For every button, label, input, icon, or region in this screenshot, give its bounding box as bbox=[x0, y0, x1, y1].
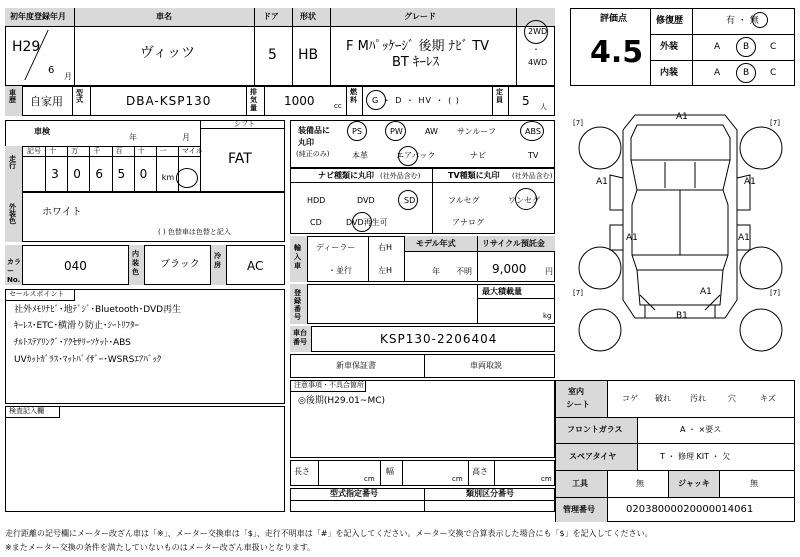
car-damage-diagram bbox=[565, 100, 795, 365]
divider bbox=[89, 146, 90, 192]
navi-sub: (社外品含む) bbox=[380, 172, 421, 180]
doors-value: 5 bbox=[268, 47, 277, 63]
divider bbox=[368, 236, 369, 282]
capacity-label: 定員 bbox=[496, 88, 503, 104]
tools-label: 工具 bbox=[572, 479, 588, 488]
mark-a1-left: A1 bbox=[596, 177, 608, 187]
size-box bbox=[290, 460, 555, 486]
class-no-label: 類別区分番号 bbox=[466, 489, 514, 498]
seat-label-1: 室内 bbox=[568, 387, 584, 396]
seat-opt-dirt: 汚れ bbox=[690, 394, 706, 403]
color-label: 外装色 bbox=[9, 203, 16, 225]
fuel-label: 燃料 bbox=[350, 88, 357, 104]
tire-rear-right bbox=[740, 247, 782, 289]
color-note: ( ) 色替車は色替と記入 bbox=[158, 228, 231, 236]
ac-value: AC bbox=[247, 259, 264, 273]
navi-dvd-play-circle bbox=[352, 212, 372, 232]
int-c: C bbox=[770, 68, 777, 78]
height-unit: cm bbox=[541, 475, 552, 483]
import-dealer: ディーラー bbox=[316, 243, 356, 252]
reg-year: H29 bbox=[12, 39, 41, 55]
sales-point-4: UVｶｯﾄｶﾞﾗｽ･ﾏｯﾄﾊﾞｲｻﾞｰ･WSRSｴｱﾊﾞｯｸ bbox=[14, 355, 162, 365]
shaken-month-unit: 月 bbox=[182, 133, 190, 142]
tv-fullseg: フルセグ bbox=[448, 196, 480, 205]
model-label: 型式 bbox=[76, 89, 83, 104]
tire-front-right bbox=[740, 127, 782, 169]
sales-point-1: 社外ﾒﾓﾘﾅﾋﾞ･地ﾃﾞｼﾞ･Bluetooth･DVD再生 bbox=[14, 305, 182, 315]
mileage-digit: 6 bbox=[95, 167, 104, 181]
equip-ps-circle bbox=[347, 121, 367, 141]
repair-circle bbox=[752, 12, 768, 28]
divider bbox=[5, 26, 555, 27]
tire-spare bbox=[579, 309, 621, 351]
windshield-value: A ・ ×要ス bbox=[680, 425, 722, 434]
tv-sub: (社外品含む) bbox=[512, 172, 553, 180]
divider bbox=[650, 8, 651, 86]
divider bbox=[200, 128, 285, 129]
length-unit: cm bbox=[364, 475, 375, 483]
max-load-label: 最大積載量 bbox=[482, 287, 522, 296]
mileage-digit: 0 bbox=[139, 167, 148, 181]
model-year-unit: 年 bbox=[432, 267, 440, 276]
shape-value: HB bbox=[298, 47, 319, 63]
divider bbox=[200, 120, 201, 192]
exterior-label: 外装 bbox=[660, 42, 679, 52]
color-value: ホワイト bbox=[42, 207, 82, 218]
usage-label: 車歴 bbox=[9, 89, 16, 104]
mileage-header: 千 bbox=[93, 147, 101, 155]
color-no-box bbox=[5, 245, 285, 285]
mileage-header: マイル bbox=[181, 147, 203, 155]
divider bbox=[90, 86, 91, 116]
divider bbox=[692, 8, 693, 86]
tire-label-fr: [7] bbox=[770, 119, 780, 127]
mileage-header: 記号 bbox=[27, 147, 41, 155]
divider bbox=[134, 146, 135, 192]
first-reg-label: 初年度登録年月 bbox=[10, 12, 66, 21]
equip-abs-circle bbox=[520, 121, 544, 141]
drive-4wd: 4WD bbox=[528, 58, 548, 67]
divider bbox=[330, 8, 331, 86]
shift-value: FAT bbox=[228, 151, 252, 167]
navi-dvd-play: DVD再生可 bbox=[346, 218, 388, 227]
import-left: 左H bbox=[378, 266, 393, 275]
displacement-value: 1000 bbox=[284, 94, 315, 108]
import-dealer-sub: ・並行 bbox=[328, 266, 352, 275]
divider bbox=[72, 86, 73, 116]
recycle-label: リサイクル預託金 bbox=[482, 239, 545, 248]
jack-label: ジャッキ bbox=[678, 479, 710, 488]
equip-navi: ナビ bbox=[470, 151, 486, 160]
equipment-label-2: 丸印 bbox=[298, 138, 314, 147]
control-value: 02038000020000014061 bbox=[626, 504, 754, 515]
shift-label: シフト bbox=[234, 120, 255, 128]
divider bbox=[346, 86, 347, 116]
seat-opt-scratch: キズ bbox=[760, 394, 776, 403]
equip-airbag: エアバック bbox=[396, 151, 436, 160]
displacement-label: 排気量 bbox=[250, 88, 257, 112]
equip-pw: PW bbox=[390, 127, 403, 136]
equipment-sub: (純正のみ) bbox=[296, 150, 330, 158]
model-year-label: モデル年式 bbox=[416, 239, 456, 248]
divider bbox=[402, 460, 403, 486]
chassis-value: KSP130-2206404 bbox=[380, 332, 498, 346]
equip-pw-circle bbox=[385, 121, 406, 141]
model-year-value: 不明 bbox=[456, 267, 472, 276]
control-label: 管理番号 bbox=[563, 505, 595, 514]
spare-label: スペアタイヤ bbox=[569, 452, 617, 461]
mileage-digit: 3 bbox=[51, 167, 59, 181]
jack-value: 無 bbox=[750, 479, 758, 488]
displacement-unit: cc bbox=[334, 102, 342, 110]
divider bbox=[424, 354, 425, 378]
score-label: 評価点 bbox=[600, 14, 628, 24]
width-unit: cm bbox=[452, 475, 463, 483]
warranty-box bbox=[290, 354, 555, 378]
vehicle-row bbox=[5, 86, 555, 116]
mileage-header: 一 bbox=[159, 147, 167, 155]
recycle-unit: 円 bbox=[545, 267, 553, 276]
divider bbox=[424, 488, 425, 512]
drive-2wd: 2WD bbox=[528, 27, 548, 36]
mark-a1-right: A1 bbox=[744, 177, 756, 187]
divider bbox=[508, 86, 509, 116]
divider bbox=[516, 8, 517, 86]
divider bbox=[468, 460, 469, 486]
shaken-label: 車検 bbox=[34, 127, 50, 136]
tire-front-left bbox=[579, 127, 621, 169]
max-load-unit: kg bbox=[543, 312, 552, 320]
divider bbox=[432, 168, 433, 234]
tv-analog: アナログ bbox=[452, 218, 484, 227]
equip-sunroof: サンルーフ bbox=[457, 127, 496, 136]
mark-b1-bumper: B1 bbox=[676, 311, 688, 321]
divider bbox=[362, 86, 363, 116]
divider bbox=[254, 8, 255, 86]
divider bbox=[246, 86, 247, 116]
grade-line2: BT ｷｰﾚｽ bbox=[392, 55, 439, 70]
fuel-options: G ・ D ・ HV ・ ( ) bbox=[372, 96, 460, 105]
grade-line1: F Mﾊﾟｯｹｰｼﾞ 後期 ﾅﾋﾞ TV bbox=[346, 39, 490, 54]
divider bbox=[74, 8, 75, 86]
shape-label: 形状 bbox=[300, 12, 316, 21]
color-no-label: カラーNo. bbox=[7, 258, 21, 284]
tire-label-rr: [7] bbox=[770, 289, 780, 297]
usage-value: 自家用 bbox=[30, 95, 63, 108]
drive-dot: ・ bbox=[532, 45, 540, 54]
car-manual: 車両取説 bbox=[470, 361, 502, 370]
equip-airbag-circle bbox=[398, 146, 418, 166]
ext-c: C bbox=[770, 42, 777, 52]
interior-color-label: 内装色 bbox=[132, 250, 139, 276]
navi-hdd: HDD bbox=[307, 196, 326, 205]
mileage-header: 百 bbox=[115, 147, 123, 155]
ext-circle bbox=[736, 37, 756, 57]
mileage-header: 十 bbox=[137, 147, 145, 155]
navi-sd: SD bbox=[404, 196, 416, 205]
equip-leather: 本革 bbox=[352, 151, 368, 160]
equip-aw: AW bbox=[425, 127, 438, 136]
mark-a1-rear-left: A1 bbox=[626, 233, 638, 243]
seat-opt-hole: 穴 bbox=[728, 394, 736, 403]
km-circle bbox=[176, 168, 198, 188]
divider bbox=[650, 60, 795, 61]
divider bbox=[290, 182, 555, 183]
seat-label-2: シート bbox=[566, 400, 590, 409]
equip-abs: ABS bbox=[525, 127, 541, 136]
mark-a1-rear-right: A1 bbox=[738, 233, 750, 243]
navi-cd: CD bbox=[310, 218, 322, 227]
capacity-unit: 人 bbox=[540, 103, 547, 111]
new-car-warranty: 新車保証書 bbox=[336, 361, 376, 370]
mileage-digit: 0 bbox=[73, 167, 81, 181]
equip-ps: PS bbox=[352, 127, 362, 136]
color-no-value: 040 bbox=[64, 259, 87, 273]
repair-label: 修復歴 bbox=[656, 16, 684, 26]
footer-note-2: ※またメーター交換の条件を満たしていないものはメーター改ざん車扱いとなります。 bbox=[5, 543, 316, 552]
mileage-label: 走行 bbox=[9, 155, 16, 170]
registration-label: 登録番号 bbox=[294, 289, 301, 321]
divider bbox=[45, 146, 46, 192]
mark-a1-trunk: A1 bbox=[700, 287, 712, 297]
navi-sd-circle bbox=[398, 190, 418, 210]
tire-rear-left bbox=[579, 247, 621, 289]
interior-label: 内装 bbox=[660, 68, 679, 78]
width-label: 幅 bbox=[386, 467, 394, 476]
height-label: 高さ bbox=[472, 467, 488, 476]
car-name: ヴィッツ bbox=[140, 45, 196, 61]
reg-month-unit: 月 bbox=[64, 72, 72, 81]
repair-options: 有 ・ 無 bbox=[726, 16, 759, 26]
footer-note-1: 走行距離の記号欄にメーター改ざん車は「※」、メーター交換車は「$」、走行不明車は「#」を記入してください。メーター交換で合算表示した場合にも「$」を記入してください。 bbox=[5, 529, 653, 538]
capacity-value: 5 bbox=[522, 94, 530, 108]
divider bbox=[264, 86, 265, 116]
inspector-label: 検査記入欄 bbox=[9, 407, 44, 415]
inspector-box bbox=[5, 406, 285, 512]
reg-month: 6 bbox=[48, 65, 55, 76]
divider bbox=[650, 34, 795, 35]
fuel-circle bbox=[366, 90, 386, 110]
length-label: 長さ bbox=[294, 467, 310, 476]
divider bbox=[477, 284, 478, 324]
tools-value: 無 bbox=[636, 479, 644, 488]
shaken-year-unit: 年 bbox=[129, 133, 137, 142]
divider bbox=[318, 460, 319, 486]
tire-label-rl: [7] bbox=[573, 289, 583, 297]
sales-point-3: ﾁﾙﾄｽﾃｱﾘﾝｸﾞ･ｱｸｾｻﾘｰｿｹｯﾄ･ABS bbox=[14, 338, 131, 348]
ac-label: 冷房 bbox=[214, 252, 221, 269]
tv-oneseg: ワンセグ bbox=[508, 196, 540, 205]
car-name-label: 車名 bbox=[156, 12, 172, 21]
divider bbox=[492, 86, 493, 116]
mileage-header: 万 bbox=[71, 147, 79, 155]
header-band bbox=[5, 8, 555, 26]
notes-label: 注意事項・不具合箇所 bbox=[294, 381, 364, 389]
divider bbox=[290, 500, 555, 501]
type-no-label: 型式指定番号 bbox=[330, 489, 378, 498]
ext-b: B bbox=[743, 42, 750, 52]
int-circle bbox=[736, 63, 756, 83]
divider bbox=[292, 8, 293, 86]
tire-extra bbox=[740, 309, 782, 351]
chassis-label: 車台番号 bbox=[293, 329, 307, 346]
grade-label: グレード bbox=[404, 12, 436, 21]
tire-label-fl: [7] bbox=[573, 119, 583, 127]
score-value: 4.5 bbox=[590, 35, 644, 70]
divider bbox=[380, 460, 381, 486]
int-a: A bbox=[714, 68, 721, 78]
mileage-header: 十 bbox=[49, 147, 57, 155]
import-label: 輸入車 bbox=[294, 244, 301, 270]
import-right: 右H bbox=[378, 243, 393, 252]
tv-label: TV種類に丸印 bbox=[448, 171, 500, 180]
windshield-label: フロントガラス bbox=[567, 425, 623, 434]
int-b: B bbox=[743, 68, 750, 78]
divider bbox=[112, 146, 113, 192]
mark-a1-front: A1 bbox=[676, 112, 688, 122]
notes-line: ◎後期(H29.01~MC) bbox=[298, 396, 385, 406]
divider bbox=[156, 146, 157, 192]
sales-points-label: セールスポイント bbox=[9, 290, 65, 298]
tv-oneseg-circle bbox=[515, 188, 537, 210]
divider bbox=[494, 460, 495, 486]
spare-value: T ・ 修理 KIT ・ 欠 bbox=[660, 452, 731, 461]
sales-point-2: ｷｰﾚｽ･ETC･横滑り防止･ｼｰﾄﾘﾌﾀｰ bbox=[14, 321, 139, 331]
seat-opt-tear: 破れ bbox=[655, 394, 671, 403]
equip-tv: TV bbox=[528, 151, 539, 160]
divider bbox=[477, 298, 555, 299]
mileage-digit: km bbox=[161, 173, 175, 182]
recycle-value: 9,000 bbox=[492, 262, 527, 276]
ext-a: A bbox=[714, 42, 721, 52]
doors-label: ドア bbox=[263, 12, 279, 21]
interior-color-value: ブラック bbox=[160, 259, 200, 270]
divider bbox=[67, 146, 68, 192]
mileage-digit: 5 bbox=[117, 167, 126, 181]
navi-dvd: DVD bbox=[357, 196, 375, 205]
model-value: DBA-KSP130 bbox=[126, 94, 212, 108]
equipment-label-1: 装備品に bbox=[298, 126, 330, 135]
seat-opt-burn: コゲ bbox=[622, 394, 638, 403]
navi-label: ナビ種類に丸印 bbox=[318, 171, 374, 180]
